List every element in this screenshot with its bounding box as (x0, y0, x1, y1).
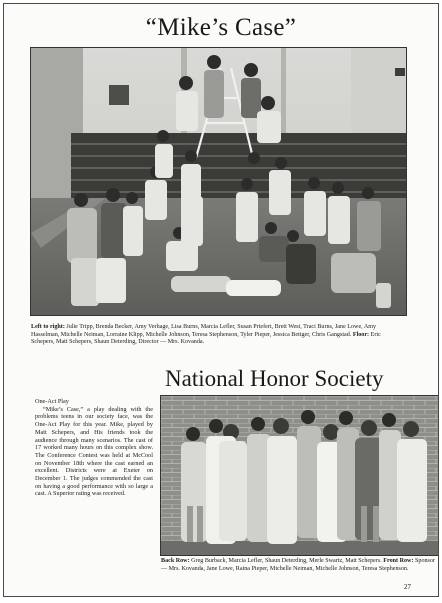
nhs-photo-caption (161, 558, 436, 573)
caption-back-lead: Back Row: (161, 558, 192, 564)
caption-back-names: Greg Burback, Marcia Lefler, Shaun Deterding, Merle Swartz, Matt Schepers. (191, 558, 384, 564)
mikes-case-title: “Mike’s Case” (145, 14, 297, 41)
caption-floor-lead: Floor: (352, 331, 371, 338)
nhs-photo (160, 395, 439, 556)
caption-names: Julie Tripp, Brenda Becker, Amy Verhage, Lisa Burns, Marcia Lefler, Susan Priefert, Brett West, Traci Burns, Jane Lowe, Amy Hasselman, Michelle Neiman, Lorraine Klipp, Michelle Johnson, Teresa Stephenson, Tyler Pieper, Jessica Bettger, Chris Gangstad. (31, 324, 377, 338)
page-number: 27 (404, 583, 411, 591)
caption-front-lead: Front Row: (383, 558, 416, 564)
caption-floor-names: Eric Schepers, Matt Schepers, Shaun Deterding, Director — Mrs. Kovanda. (31, 331, 381, 346)
nhs-title: National Honor Society (165, 366, 384, 391)
caption-front-names: Sponsor — Mrs. Kovanda, Jane Lowe, Raina Pieper, Michelle Neiman, Michelle Johnson, Teresa Stephenson. (161, 558, 435, 572)
cast-photo-caption (31, 324, 403, 347)
yearbook-page (3, 3, 439, 597)
article-heading: One-Act Play (35, 398, 69, 405)
cast-photo (30, 47, 407, 316)
article-body: “Mike’s Case,” a play dealing with the problems teens in our society face, was the One-Act Play for this year. Mike, played by Matt Schepers, and His friends took the audience through many scenarios. The cast of 17 worked many hours on this complex show. The Conference Contest was held at McCool on November 18th where the cast earned an excellent. Districts were at Exeter on December 1. The judges commended the cast on having a good performance with so large a cast. A Superior rating was received. (35, 405, 153, 498)
one-act-play-article (35, 398, 153, 498)
caption-lead: Left to right: (31, 324, 67, 330)
